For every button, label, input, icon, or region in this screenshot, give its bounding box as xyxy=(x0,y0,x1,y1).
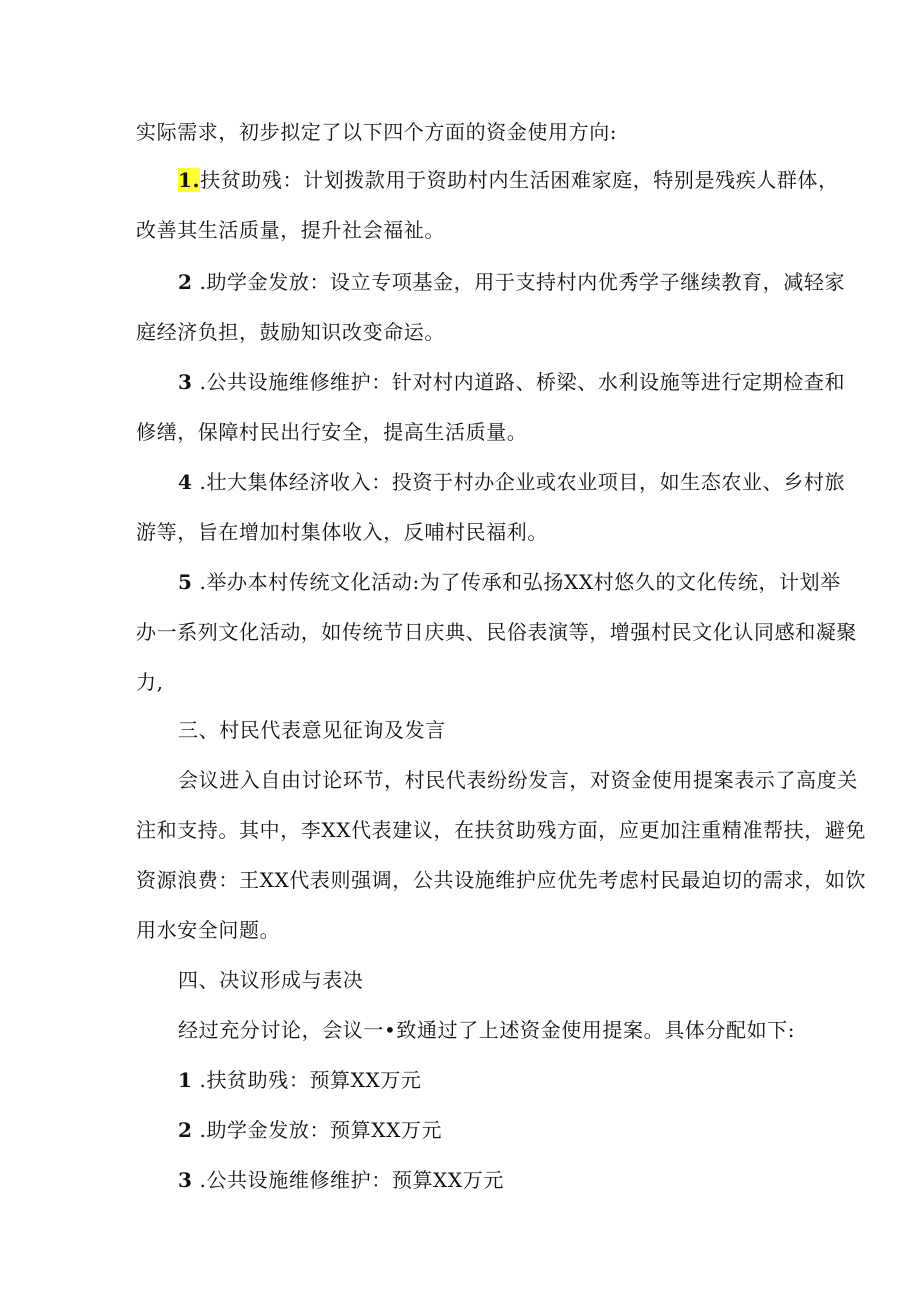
direction-3-line-1 xyxy=(178,368,845,396)
section-4-heading: 四、决议形成与表决 xyxy=(178,968,364,992)
direction-1-text: 扶贫助残：计划拨款用于资助村内生活困难家庭，特别是残疾人群体， xyxy=(200,168,839,192)
direction-5-text: .举办本村传统文化活动:为了传承和弘扬XX村悠久的文化传统，计划举 xyxy=(192,570,841,594)
section-3-line-2: 注和支持。其中，李XX代表建议，在扶贫助残方面，应更加注重精准帮扶，避免 xyxy=(136,818,867,842)
section-3-line-3: 资源浪费：王XX代表则强调，公共设施维护应优先考虑村民最迫切的需求，如饮 xyxy=(136,868,867,892)
direction-4-line-1 xyxy=(178,468,845,496)
allocation-item-2-number: 2 xyxy=(178,1118,193,1142)
direction-5-number: 5 xyxy=(178,570,193,594)
section-3-heading: 三、村民代表意见征询及发言 xyxy=(178,718,446,742)
direction-5-line-3: 力, xyxy=(136,670,164,694)
direction-3-number: 3 xyxy=(178,370,193,394)
section-3-line-1: 会议进入自由讨论环节，村民代表纷纷发言，对资金使用提案表示了高度关 xyxy=(178,768,858,792)
direction-2-text: .助学金发放：设立专项基金，用于支持村内优秀学子继续教育，减轻家 xyxy=(192,270,846,294)
direction-5-line-1 xyxy=(178,568,841,596)
direction-2-line-2: 庭经济负担，鼓励知识改变命运。 xyxy=(136,320,445,344)
direction-1-line-1 xyxy=(178,166,839,194)
section-4-intro: 经过充分讨论，会议一•致通过了上述资金使用提案。具体分配如下: xyxy=(178,1018,796,1042)
direction-1-line-2: 改善其生活质量，提升社会福祉。 xyxy=(136,218,445,242)
direction-5-line-2: 办一系列文化活动，如传统节日庆典、民俗表演等，增强村民文化认同感和凝聚 xyxy=(136,620,857,644)
allocation-item-3-number: 3 xyxy=(178,1168,193,1192)
allocation-item-2 xyxy=(178,1116,442,1144)
direction-4-line-2: 游等，旨在增加村集体收入，反哺村民福利。 xyxy=(136,520,548,544)
section-3-line-4: 用水安全问题。 xyxy=(136,918,281,942)
direction-3-line-2: 修缮，保障村民出行安全，提高生活质量。 xyxy=(136,420,528,444)
allocation-item-3-text: .公共设施维修维护：预算XX万元 xyxy=(192,1168,504,1192)
allocation-item-1-number: 1 xyxy=(178,1068,193,1092)
direction-2-line-1 xyxy=(178,268,845,296)
direction-2-number: 2 xyxy=(178,270,193,294)
allocation-item-2-text: .助学金发放：预算XX万元 xyxy=(192,1118,443,1142)
direction-4-text: .壮大集体经济收入：投资于村办企业或农业项目，如生态农业、乡村旅 xyxy=(192,470,846,494)
direction-1-number: 1. xyxy=(178,168,201,192)
allocation-item-3 xyxy=(178,1166,504,1194)
allocation-item-1-text: .扶贫助残：预算XX万元 xyxy=(192,1068,422,1092)
direction-4-number: 4 xyxy=(178,470,193,494)
allocation-item-1 xyxy=(178,1066,422,1094)
direction-3-text: .公共设施维修维护：针对村内道路、桥梁、水利设施等进行定期检查和 xyxy=(192,370,846,394)
intro-paragraph: 实际需求，初步拟定了以下四个方面的资金使用方向: xyxy=(136,120,618,144)
